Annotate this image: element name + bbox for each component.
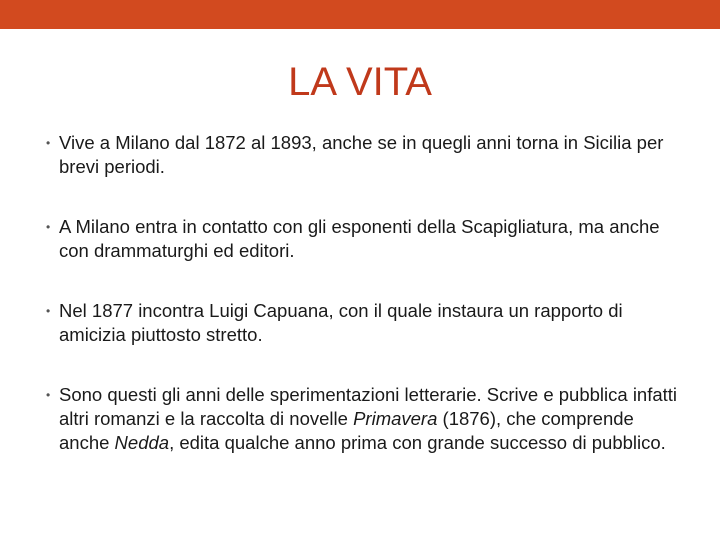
bullet-text: Vive a Milano dal 1872 al 1893, anche se in quegli anni torna in Sicilia per brevi periodi. (59, 132, 664, 177)
bullet-text: A Milano entra in contatto con gli esponenti della Scapigliatura, ma anche con drammaturghi ed editori. (59, 216, 660, 261)
bullet-item (46, 215, 686, 263)
slide-title (0, 58, 720, 106)
slide-title-text: LA VITA (288, 60, 432, 104)
bullet-text-part: , edita qualche anno prima con grande successo di pubblico. (169, 432, 666, 453)
bullet-icon: • (46, 136, 51, 150)
bullet-icon: • (46, 220, 51, 234)
top-accent-bar (0, 0, 720, 29)
work-title-primavera: Primavera (353, 408, 438, 429)
bullet-text-part: Sono questi gli anni delle sperimentazioni letterarie. Scrive e pubblica infatti altri romanzi e la raccolta di novelle (59, 384, 678, 429)
bullet-text-part: (1876), che comprende anche (59, 408, 634, 453)
bullet-icon: • (46, 304, 51, 318)
work-title-nedda: Nedda (114, 432, 170, 453)
bullet-item (46, 131, 686, 179)
bullet-text: Nel 1877 incontra Luigi Capuana, con il quale instaura un rapporto di amicizia piuttosto stretto. (59, 300, 623, 345)
bullet-icon: • (46, 388, 51, 402)
bullet-list (46, 131, 686, 455)
bullet-item (46, 299, 686, 347)
bullet-item (46, 383, 686, 455)
